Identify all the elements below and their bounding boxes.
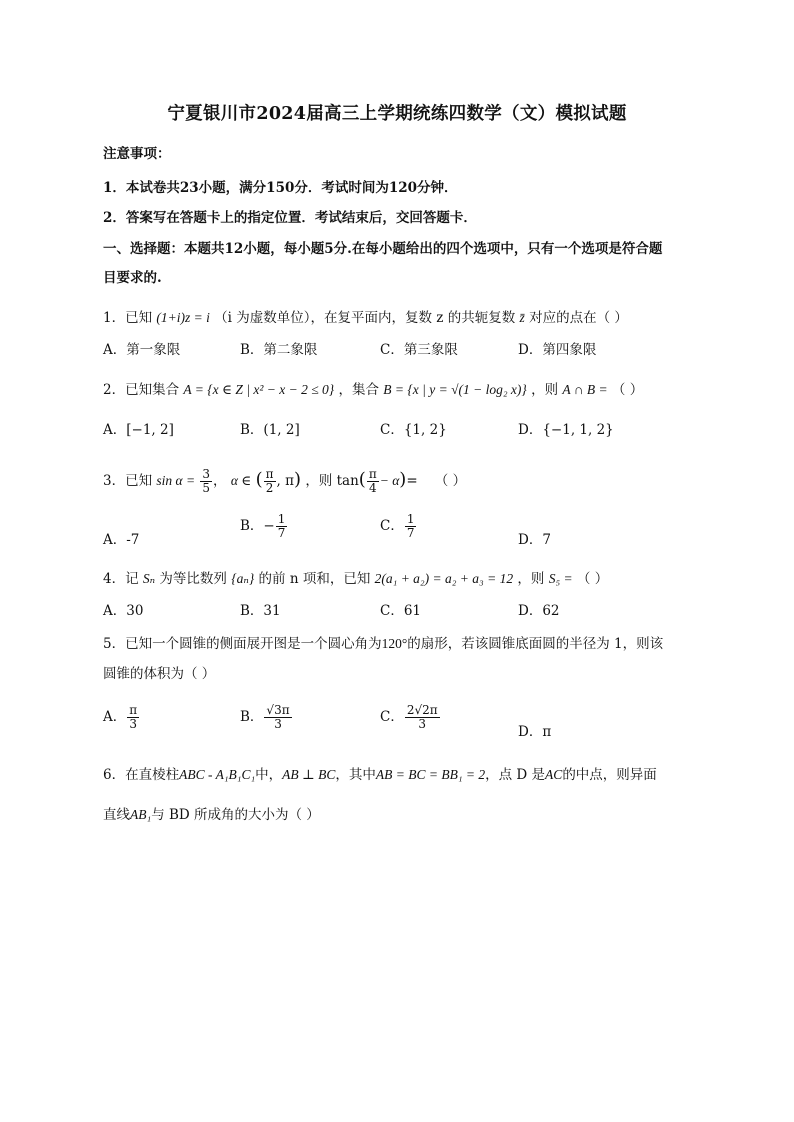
q3-option-c-label: C．	[380, 518, 404, 534]
q3-alpha-in: α ∈	[230, 473, 252, 488]
q4-text-3: ，则	[517, 571, 545, 587]
q3-option-c-fraction	[405, 513, 417, 540]
q3-sin-numerator: 3	[202, 467, 211, 481]
q3-option-d: D．7	[518, 532, 551, 548]
q4-condition: 2(a₁ + a₂) = a₂ + a₃ = 12	[374, 571, 514, 586]
q5-text-1: 5．已知一个圆锥的侧面展开图是一个圆心角为	[103, 636, 382, 652]
question-5	[103, 632, 663, 652]
q4-option-c: C．61	[380, 603, 422, 619]
q4-number: 4．记	[103, 571, 139, 587]
q6-ab1: AB₁	[130, 807, 152, 822]
question-5-cont: 圆锥的体积为（ ）	[103, 666, 216, 682]
q2-option-d-label: D．	[518, 422, 543, 438]
notes-header: 注意事项：	[103, 146, 171, 162]
q1-number: 1．已知	[103, 310, 153, 326]
q2-number: 2．已知集合	[103, 382, 180, 398]
q3-option-b	[240, 513, 288, 540]
q5-option-c-denominator: 3	[418, 717, 427, 731]
q3-end: （ ）	[434, 473, 467, 489]
q5-option-b-fraction	[264, 704, 291, 731]
q3-tan-tail: − α	[379, 473, 400, 488]
section-1-intro-cont: 目要求的.	[103, 270, 162, 286]
q4-text-2: 的前 n 项和，已知	[258, 571, 371, 587]
q2-option-b-label: B．	[240, 422, 264, 438]
q3-range-denominator: 2	[265, 481, 274, 495]
q3-range-numerator: π	[265, 467, 274, 481]
q5-option-a	[103, 704, 140, 731]
q1-option-a: A．第一象限	[103, 342, 181, 358]
q3-range-fraction	[264, 468, 276, 495]
q1-zbar: z̄	[519, 310, 525, 325]
q6-text-c: ，其中	[335, 767, 376, 783]
question-1	[103, 306, 628, 326]
q2-option-d-value: {−1, 1, 2}	[542, 422, 614, 438]
q6-text-d: ，点 D 是	[485, 767, 546, 783]
q3-option-b-sign: −	[263, 518, 275, 534]
q3-then: ，则	[305, 473, 333, 489]
q4-option-a: A．30	[103, 603, 144, 619]
q5-option-c-numerator: 2√2π	[406, 703, 438, 717]
q5-option-d-value: π	[542, 724, 552, 740]
question-6-cont	[103, 803, 320, 823]
q5-option-a-denominator: 3	[129, 717, 138, 731]
q3-option-c	[380, 513, 417, 540]
q6-text-b: 中，	[255, 767, 283, 783]
q6-equality: AB = BC = BB₁ = 2	[375, 767, 486, 782]
q2-option-a-label: A．	[103, 422, 127, 438]
q5-text-2: 的扇形，若该圆锥底面圆的半径为 1，则该	[407, 636, 664, 652]
q2-option-b	[240, 418, 300, 438]
q4-s5: S₅ =	[548, 571, 573, 586]
q2-end: （ ）	[611, 382, 644, 398]
q3-tan-denominator: 4	[368, 481, 377, 495]
q2-option-c	[380, 418, 447, 438]
question-2	[103, 378, 643, 398]
q5-option-b-numerator: √3π	[266, 703, 290, 717]
q5-option-c	[380, 704, 441, 731]
q4-option-b: B．31	[240, 603, 281, 619]
question-3: 3．已知 sin α = $\frac{3}{5}$ ， α ∈ ( $\frac{\pi}{2}$ , π) ，则 tan( $\frac{\pi}{4}$ − α)= （ ）	[103, 467, 467, 495]
q5-option-d	[518, 720, 551, 740]
q5-option-b-denominator: 3	[274, 717, 282, 731]
q6-prism: ABC - A₁B₁C₁	[179, 767, 256, 782]
q3-option-c-numerator: 1	[406, 512, 415, 526]
q6-perp: AB ⊥ BC	[282, 767, 336, 782]
q2-mid: ，集合	[338, 382, 379, 398]
q3-number: 3．已知	[103, 473, 153, 489]
q3-option-b-denominator: 7	[277, 526, 286, 540]
q6-ac: AC	[545, 767, 563, 782]
q4-text-1: 为等比数列	[159, 571, 227, 587]
section-1-intro: 一、选择题：本题共12小题，每小题5分.在每小题给出的四个选项中，只有一个选项是符合题	[103, 241, 663, 257]
q4-an: {aₙ}	[231, 571, 255, 586]
q3-range-tail: , π	[276, 473, 294, 489]
q6-text-e: 的中点，则异面	[562, 767, 657, 783]
q1-text: （i 为虚数单位），在复平面内，复数 z 的共轭复数	[214, 310, 516, 326]
q1-end: 对应的点在（ ）	[529, 310, 628, 326]
q5-option-a-label: A．	[103, 709, 127, 725]
q5-option-a-numerator: π	[129, 703, 138, 717]
q1-option-c: C．第三象限	[380, 342, 458, 358]
q3-option-c-denominator: 7	[406, 526, 415, 540]
q3-sin-denominator: 5	[202, 481, 211, 495]
q2-option-d	[518, 418, 614, 438]
q3-tan-fraction	[367, 468, 379, 495]
q1-option-d: D．第四象限	[518, 342, 597, 358]
q3-sin-fraction	[200, 468, 212, 495]
q1-option-b: B．第二象限	[240, 342, 318, 358]
q5-option-b	[240, 704, 293, 731]
q4-end: （ ）	[576, 571, 609, 587]
q5-option-c-fraction	[405, 704, 440, 731]
q2-tail: ，则	[531, 382, 559, 398]
q2-option-a	[103, 418, 174, 438]
q4-option-d: D．62	[518, 603, 560, 619]
q2-set-b: B = {x | y = √(1 − log₂ x)}	[383, 382, 527, 397]
q2-option-c-label: C．	[380, 422, 404, 438]
q3-option-b-fraction	[276, 513, 288, 540]
q3-tan: tan	[336, 473, 359, 489]
q1-expression: (1+i)z = i	[156, 310, 210, 325]
q4-sn: Sₙ	[142, 571, 156, 586]
q2-option-c-value: {1, 2}	[403, 422, 447, 438]
q3-equals: =	[406, 473, 418, 489]
note-1: 1．本试卷共23小题，满分150分．考试时间为120分钟．	[103, 180, 458, 196]
question-4	[103, 567, 608, 587]
q3-sin: sin α =	[156, 473, 196, 488]
q6-line2-b: 与 BD 所成角的大小为（ ）	[151, 807, 320, 823]
q2-option-b-value: (1, 2]	[263, 422, 300, 438]
q3-option-a: A．-7	[103, 532, 140, 548]
q5-option-b-label: B．	[240, 709, 264, 725]
q3-option-b-label: B．	[240, 518, 264, 534]
q5-angle: 120°	[381, 636, 408, 651]
q2-intersection: A ∩ B =	[562, 382, 608, 397]
q3-tan-numerator: π	[368, 467, 377, 481]
q6-text-a: 6．在直棱柱	[103, 767, 180, 783]
q2-option-a-value: [−1, 2]	[126, 422, 174, 438]
q3-option-b-numerator: 1	[277, 512, 286, 526]
q5-option-c-label: C．	[380, 709, 404, 725]
q6-line2-a: 直线	[103, 807, 130, 823]
question-6	[103, 763, 657, 783]
q2-set-a: A = {x ∈ Z | x² − x − 2 ≤ 0}	[183, 382, 335, 397]
q5-option-d-label: D．	[518, 724, 543, 740]
q5-option-a-fraction	[127, 704, 139, 731]
exam-title: 宁夏银川市2024届高三上学期统练四数学（文）模拟试题	[167, 104, 627, 124]
note-2: 2．答案写在答题卡上的指定位置．考试结束后，交回答题卡．	[103, 210, 477, 226]
